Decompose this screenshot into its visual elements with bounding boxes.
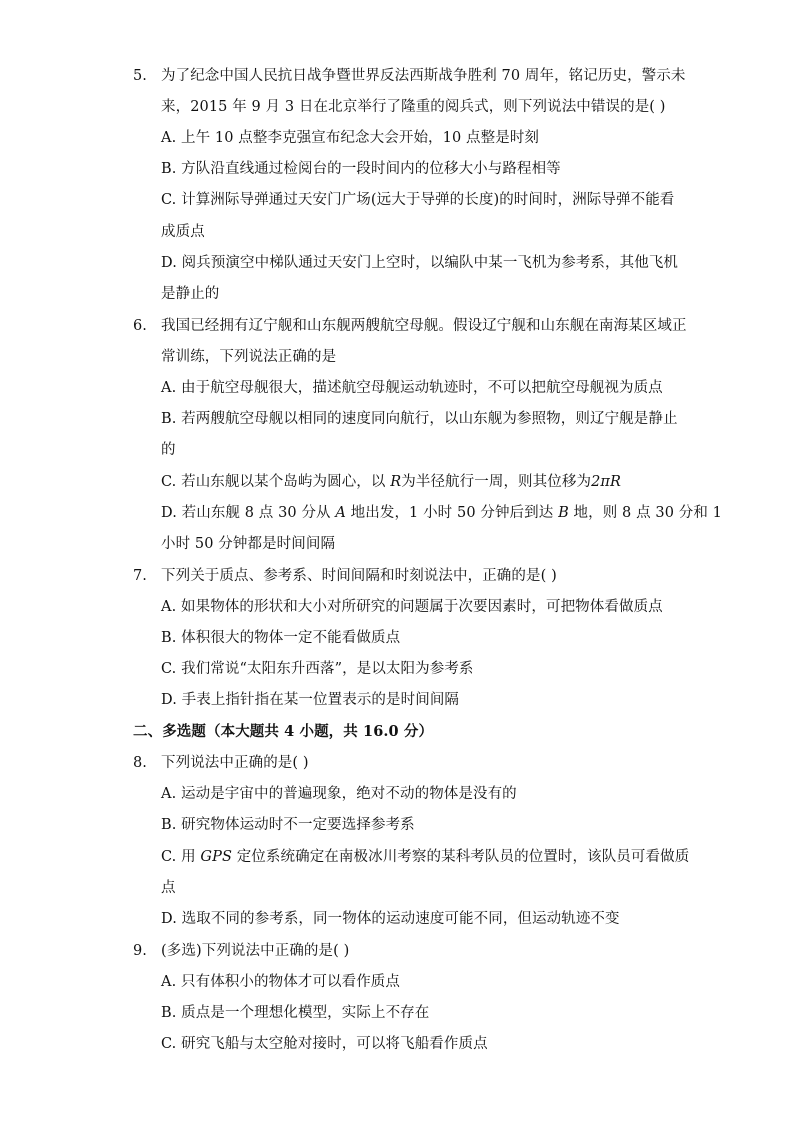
question-9-option-c: C. 研究飞船与太空舱对接时，可以将飞船看作质点 [161,1036,488,1052]
question-8-option-c-line-2: 点 [161,880,176,896]
question-9-option-b: B. 质点是一个理想化模型，实际上不存在 [161,1005,430,1021]
question-6-option-c-text-2: 为半径航行一周，则其位移为 [401,474,592,490]
question-6-stem-line-1: 我国已经拥有辽宁舰和山东舰两艘航空母舰。假设辽宁舰和山东舰在南海某区域正 [161,318,687,334]
question-8-option-b: B. 研究物体运动时不一定要选择参考系 [161,817,415,833]
section-heading-multiple-choice: 二、多选题（本大题共 4 小题，共 16.0 分） [133,723,434,740]
question-5-number: 5. [133,68,147,84]
question-6-option-a: A. 由于航空母舰很大，描述航空母舰运动轨迹时，不可以把航空母舰视为质点 [161,380,663,396]
question-8-option-c-line-1 [161,847,689,867]
question-6-stem-line-2: 常训练，下列说法正确的是 [161,349,337,365]
question-8-option-c-text-2: 定位系统确定在南极冰川考察的某科考队员的位置时，该队员可看做质 [231,849,690,865]
question-6-number: 6. [133,318,147,334]
question-8-option-d: D. 选取不同的参考系，同一物体的运动速度可能不同，但运动轨迹不变 [161,911,620,927]
question-9-number: 9. [133,943,147,959]
question-9-stem: (多选)下列说法中正确的是( ) [161,943,350,959]
question-8-number: 8. [133,755,147,771]
question-8-stem: 下列说法中正确的是( ) [161,755,309,771]
question-6-option-d-text-1: D. 若山东舰 8 点 30 分从 [161,505,336,521]
question-6-option-d-line-1 [161,503,722,523]
question-6-option-c-text-1: C. 若山东舰以某个岛屿为圆心，以 [161,474,391,490]
question-6-option-c [161,472,621,492]
question-5-option-d-line-2: 是静止的 [161,286,220,302]
variable-a: A [335,505,346,521]
question-6-option-d-text-2: 地出发，1 小时 50 分钟后到达 [345,505,559,521]
question-7-option-b: B. 体积很大的物体一定不能看做质点 [161,630,401,646]
question-5-option-d-line-1: D. 阅兵预演空中梯队通过天安门上空时，以编队中某一飞机为参考系，其他飞机 [161,255,679,271]
question-7-option-a: A. 如果物体的形状和大小对所研究的问题属于次要因素时，可把物体看做质点 [161,599,663,615]
question-6-option-b-line-1: B. 若两艘航空母舰以相同的速度同向航行，以山东舰为参照物，则辽宁舰是静止 [161,411,678,427]
question-5-option-c-line-2: 成质点 [161,224,205,240]
question-7-option-c: C. 我们常说“太阳东升西落”，是以太阳为参考系 [161,661,474,677]
question-5-option-b: B. 方队沿直线通过检阅台的一段时间内的位移大小与路程相等 [161,161,561,177]
question-6-option-b-line-2: 的 [161,442,176,458]
question-7-option-d: D. 手表上指针指在某一位置表示的是时间间隔 [161,692,460,708]
question-8-option-c-text-1: C. 用 [161,849,201,865]
question-5-stem-line-1: 为了纪念中国人民抗日战争暨世界反法西斯战争胜利 70 周年，铭记历史，警示未 [161,68,686,84]
question-6-option-d-line-2: 小时 50 分钟都是时间间隔 [161,536,336,552]
question-5-option-a: A. 上午 10 点整李克强宣布纪念大会开始，10 点整是时刻 [161,130,540,146]
question-9-option-a: A. 只有体积小的物体才可以看作质点 [161,974,400,990]
variable-gps: GPS [200,849,232,865]
question-5-stem-line-2: 来，2015 年 9 月 3 日在北京举行了隆重的阅兵式，则下列说法中错误的是( ) [161,99,666,115]
question-7-number: 7. [133,568,147,584]
variable-b: B [558,505,569,521]
question-8-option-a: A. 运动是宇宙中的普遍现象，绝对不动的物体是没有的 [161,786,517,802]
variable-r: R [390,474,402,490]
question-6-option-d-text-3: 地，则 8 点 30 分和 1 [568,505,722,521]
question-7-stem: 下列关于质点、参考系、时间间隔和时刻说法中，正确的是( ) [161,568,557,584]
variable-2pi-r: 2πR [591,474,622,490]
question-5-option-c-line-1: C. 计算洲际导弹通过天安门广场(远大于导弹的长度)的时间时，洲际导弹不能看 [161,192,675,208]
